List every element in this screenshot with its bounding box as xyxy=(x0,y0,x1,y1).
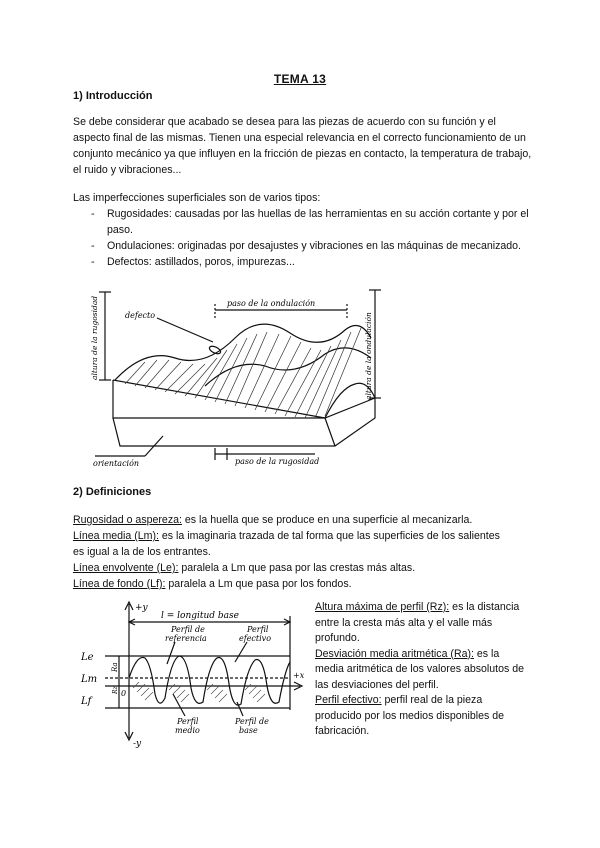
label-zero: 0 xyxy=(121,689,127,698)
label-paso-ondulacion: paso de la ondulación xyxy=(227,299,316,308)
label-rz: Rz xyxy=(112,686,119,694)
definition-ra: Desviación media aritmética (Ra): es la media aritmética de los valores absolutos de las desviaciones del perfil. xyxy=(315,647,525,691)
label-perfil-medio-line2: medio xyxy=(175,726,200,735)
label-perfil-efectivo-line2: efectivo xyxy=(239,634,272,643)
label-perfil-base-line1: Perfil de xyxy=(235,717,269,726)
definition-linea-fondo: Línea de fondo (Lf): paralela a Lm que pasa por los fondos. xyxy=(73,578,352,590)
surface-imperfections-figure xyxy=(85,288,390,468)
imperfections-list xyxy=(73,206,533,270)
label-orientacion: orientación xyxy=(93,459,140,468)
definition-perfil-efectivo: Perfil efectivo: perfil real de la pieza producido por los medios disponibles de fabricación. xyxy=(315,694,505,737)
definitions-list xyxy=(73,512,543,592)
label-perfil-base-line2: base xyxy=(239,726,258,735)
label-perfil-referencia-line1: Perfil de xyxy=(171,625,205,634)
side-definitions xyxy=(315,600,530,740)
definition-linea-media-cont: es igual a la de los entrantes. xyxy=(73,546,211,558)
label-lf: Lf xyxy=(81,696,92,707)
label-longitud-base: l = longitud base xyxy=(161,611,239,621)
definition-rugosidad: Rugosidad o aspereza: es la huella que se produce en una superficie al mecanizarla. xyxy=(73,514,473,526)
label-ra: Ra xyxy=(111,662,119,672)
label-defecto: defecto xyxy=(125,311,156,320)
definition-rz: Altura máxima de perfil (Rz): es la distancia entre la cresta más alta y el valle más profundo. xyxy=(315,601,520,644)
section-heading-introduccion: 1) Introducción xyxy=(73,90,153,102)
label-paso-rugosidad: paso de la rugosidad xyxy=(235,457,320,466)
page-title: TEMA 13 xyxy=(273,72,327,86)
label-plus-x: +x xyxy=(293,671,305,680)
profile-diagram-figure xyxy=(75,598,310,750)
imperfections-intro: Las imperfecciones superficiales son de varios tipos: xyxy=(73,192,321,204)
label-lm: Lm xyxy=(81,674,98,685)
list-item: - Defectos: astillados, poros, impurezas... xyxy=(91,256,295,268)
label-minus-y: -y xyxy=(133,739,142,749)
definition-linea-media: Línea media (Lm): es la imaginaria trazada de tal forma que las superficies de los salientes xyxy=(73,530,500,542)
label-altura-ondulacion: altura de la ondulación xyxy=(364,312,373,400)
definition-linea-envolvente: Línea envolvente (Le): paralela a Lm que pasa por las crestas más altas. xyxy=(73,562,416,574)
label-perfil-medio-line1: Perfil xyxy=(177,717,199,726)
list-item: - Rugosidades: causadas por las huellas de las herramientas en su acción cortante y por el paso. xyxy=(91,208,529,236)
label-plus-y: +y xyxy=(135,603,148,613)
label-perfil-referencia-line2: referencia xyxy=(165,634,207,643)
label-le: Le xyxy=(81,652,94,663)
label-altura-rugosidad: altura de la rugosidad xyxy=(90,295,99,380)
section-heading-definiciones: 2) Definiciones xyxy=(73,486,152,498)
intro-paragraph: Se debe considerar que acabado se desea para las piezas de acuerdo con su función y el aspecto final de las mismas. Tienen una especial relevancia en el correcto funcionamiento de un conjunto mecánico ya que influyen en la fricción de piezas en contacto, la temperatura de trabajo, el ruido y vibraciones... xyxy=(73,116,532,176)
label-perfil-efectivo-line1: Perfil xyxy=(247,625,269,634)
list-item: - Ondulaciones: originadas por desajustes y vibraciones en las máquinas de mecanizado. xyxy=(91,240,521,252)
